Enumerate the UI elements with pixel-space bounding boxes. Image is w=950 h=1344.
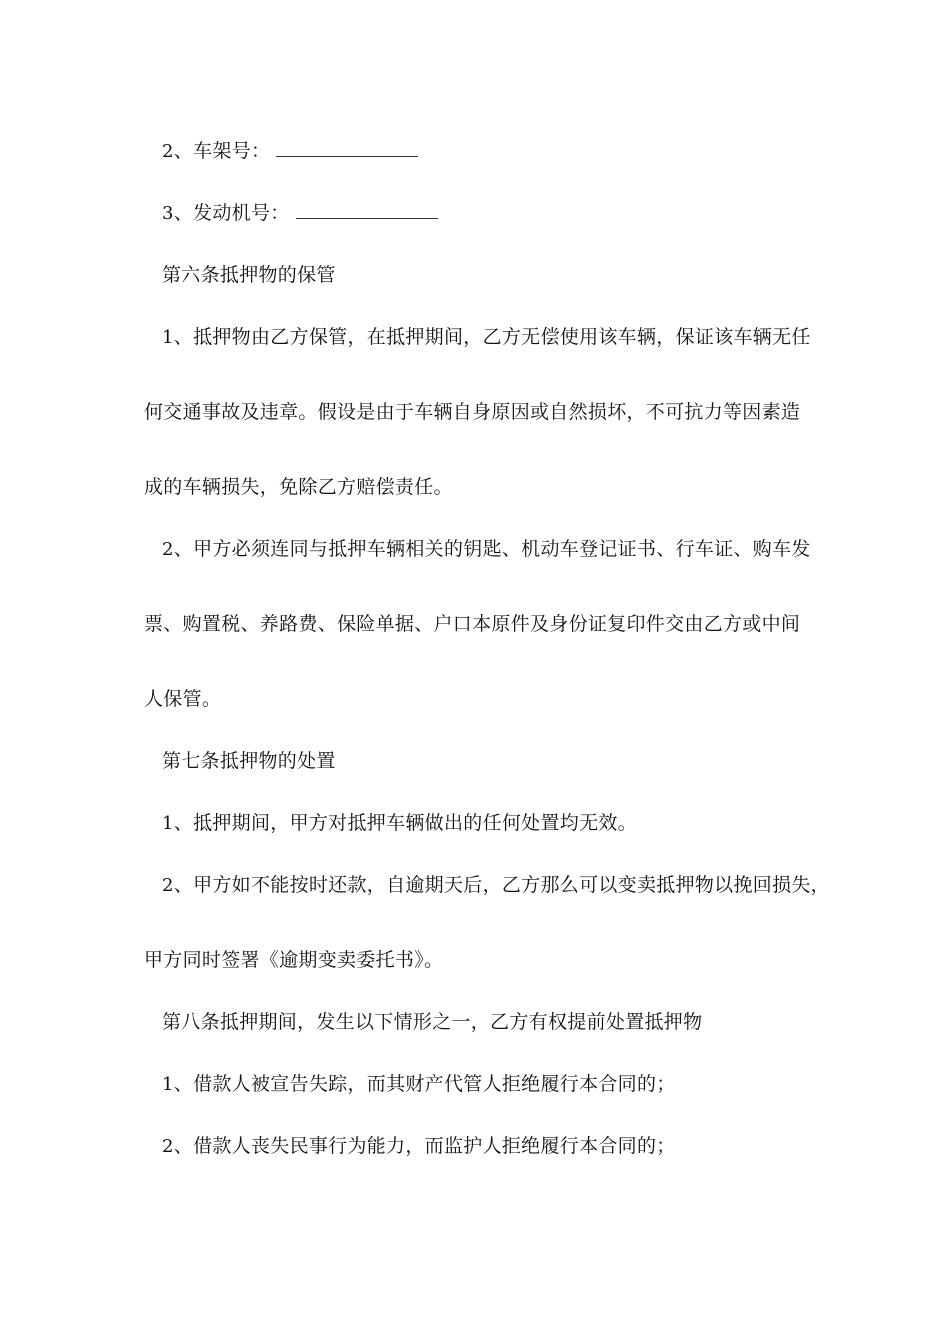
paragraph-line — [144, 399, 800, 425]
frame-number-blank[interactable] — [276, 138, 418, 157]
item-number: 1 — [162, 327, 174, 348]
line-text: 、甲方必须连同与抵押车辆相关的钥匙、机动车登记证书、行车证、购车发 — [173, 538, 811, 560]
item-number: 2 — [162, 141, 174, 162]
paragraph-line — [162, 1071, 676, 1098]
line-text: 、发动机号： — [173, 202, 290, 224]
line-text: 甲方同时签署《逾期变卖委托书》。 — [144, 949, 444, 971]
paragraph-line — [162, 1133, 676, 1160]
paragraph-line — [144, 474, 453, 500]
paragraph-line — [144, 947, 443, 973]
line-text: 、甲方如不能按时还款，自逾期天后，乙方那么可以变卖抵押物以挽回损失， — [173, 874, 830, 896]
paragraph-line — [162, 324, 811, 351]
engine-number-line — [162, 200, 438, 227]
item-number: 1 — [162, 813, 174, 834]
line-text: 、车架号： — [173, 140, 271, 162]
item-number: 2 — [162, 1136, 174, 1157]
line-text: 第六条抵押物的保管 — [162, 264, 336, 286]
line-text: 何交通事故及违章。假设是由于车辆自身原因或自然损坏，不可抗力等因素造 — [144, 401, 801, 423]
paragraph-line — [162, 810, 637, 837]
line-text: 票、购置税、养路费、保险单据、户口本原件及身份证复印件交由乙方或中间 — [144, 613, 801, 635]
line-text: 第八条抵押期间，发生以下情形之一，乙方有权提前处置抵押物 — [162, 1011, 703, 1033]
line-text: 人保管。 — [144, 688, 222, 710]
engine-number-blank[interactable] — [296, 200, 438, 219]
paragraph-line — [162, 872, 830, 899]
line-text: 第七条抵押物的处置 — [162, 750, 336, 772]
paragraph-line — [144, 611, 800, 637]
item-number: 1 — [162, 1074, 174, 1095]
paragraph-line — [162, 536, 811, 563]
article-6-heading — [162, 262, 336, 288]
paragraph-line — [144, 686, 221, 712]
frame-number-line — [162, 138, 418, 165]
item-number: 2 — [162, 875, 174, 896]
line-text: 、借款人丧失民事行为能力，而监护人拒绝履行本合同的； — [173, 1135, 676, 1157]
line-text: 成的车辆损失，免除乙方赔偿责任。 — [144, 476, 453, 498]
article-8-heading — [162, 1009, 702, 1035]
line-text: 、借款人被宣告失踪，而其财产代管人拒绝履行本合同的； — [173, 1073, 676, 1095]
article-7-heading — [162, 748, 336, 774]
line-text: 、抵押期间，甲方对抵押车辆做出的任何处置均无效。 — [173, 812, 637, 834]
line-text: 、抵押物由乙方保管，在抵押期间，乙方无偿使用该车辆，保证该车辆无任 — [173, 326, 811, 348]
item-number: 2 — [162, 539, 174, 560]
item-number: 3 — [162, 203, 174, 224]
